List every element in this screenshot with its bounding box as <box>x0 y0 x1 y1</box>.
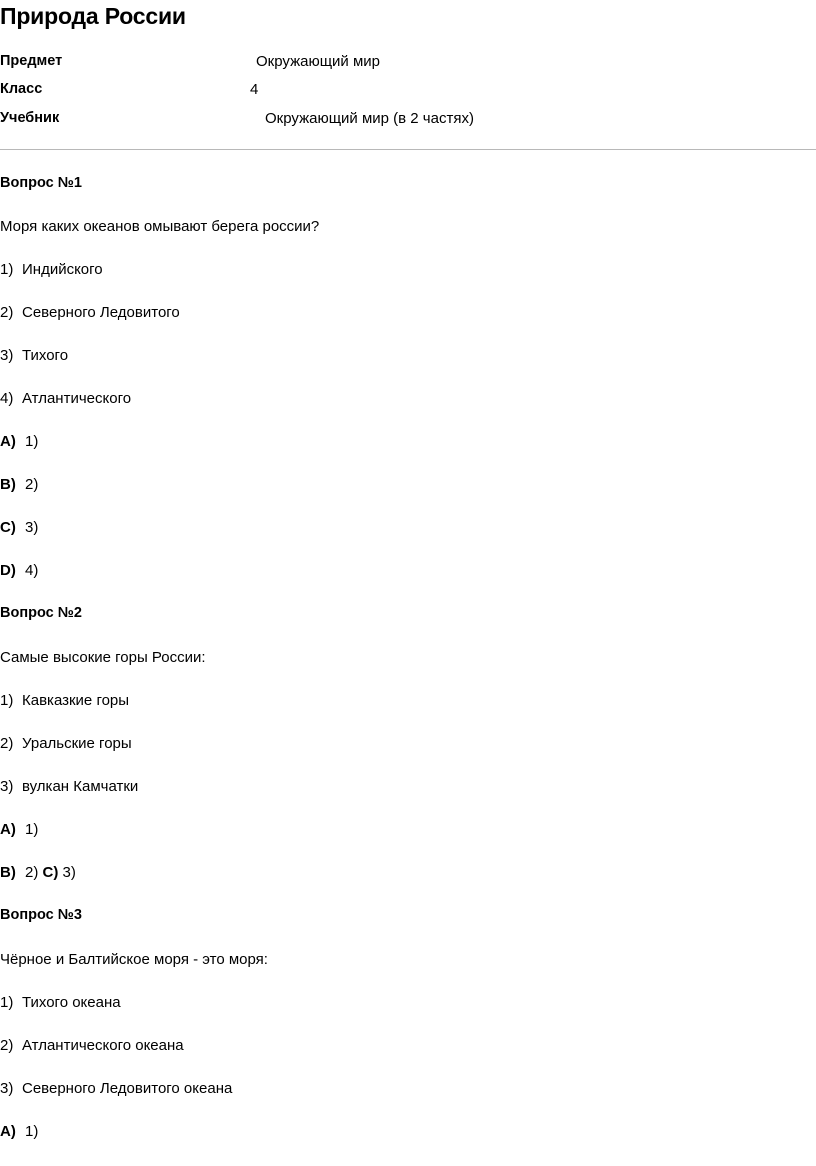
answer-letter: C) <box>42 864 59 881</box>
option-number: 3) <box>0 778 14 795</box>
option-text: Тихого океана <box>22 994 121 1011</box>
answer-letter: B) <box>0 864 16 881</box>
option-text: Тихого <box>22 347 69 364</box>
answer-value: 3) <box>62 864 76 881</box>
question-1-answer <box>0 433 38 450</box>
question-2-heading: Вопрос №2 <box>0 605 82 621</box>
question-3-heading: Вопрос №3 <box>0 907 82 923</box>
option-text: Кавказкие горы <box>22 692 130 709</box>
question-2-option <box>0 735 132 752</box>
page-title: Природа России <box>0 3 186 29</box>
option-number: 2) <box>0 735 14 752</box>
question-1-option <box>0 390 131 407</box>
answer-value: 3) <box>25 519 39 536</box>
question-3-option <box>0 1037 184 1054</box>
option-text: Атлантического океана <box>22 1037 184 1054</box>
grade-label: Класс <box>0 81 43 97</box>
answer-letter: D) <box>0 562 16 579</box>
question-3-text: Чёрное и Балтийское моря - это моря: <box>0 951 268 968</box>
option-text: Атлантического <box>22 390 132 407</box>
question-1-answer <box>0 519 38 536</box>
question-2-option <box>0 778 138 795</box>
answer-value: 2) <box>25 864 39 881</box>
question-2-answer-row <box>0 864 76 881</box>
header-divider <box>0 149 816 150</box>
question-1-option <box>0 347 68 364</box>
option-number: 3) <box>0 347 14 364</box>
option-text: Северного Ледовитого <box>22 304 180 321</box>
option-number: 1) <box>0 994 14 1011</box>
answer-value: 1) <box>25 821 39 838</box>
subject-label: Предмет <box>0 53 63 69</box>
grade-value: 4 <box>250 81 259 98</box>
question-3-answer <box>0 1123 38 1140</box>
option-number: 3) <box>0 1080 14 1097</box>
answer-letter: A) <box>0 821 16 838</box>
answer-letter: C) <box>0 519 16 536</box>
option-number: 2) <box>0 304 14 321</box>
question-2-option <box>0 692 129 709</box>
question-1-text: Моря каких океанов омывают берега россии? <box>0 218 320 235</box>
question-1-heading: Вопрос №1 <box>0 175 82 191</box>
option-number: 4) <box>0 390 14 407</box>
option-text: Индийского <box>22 261 103 278</box>
question-3-option <box>0 994 121 1011</box>
answer-value: 1) <box>25 1123 39 1140</box>
option-text: Северного Ледовитого океана <box>22 1080 233 1097</box>
answer-value: 2) <box>25 476 39 493</box>
question-1-option <box>0 304 180 321</box>
option-number: 1) <box>0 692 14 709</box>
question-1-answer <box>0 476 38 493</box>
answer-value: 4) <box>25 562 39 579</box>
option-text: вулкан Камчатки <box>22 778 139 795</box>
option-number: 2) <box>0 1037 14 1054</box>
question-1-answer <box>0 562 38 579</box>
subject-value: Окружающий мир <box>256 53 380 70</box>
answer-letter: A) <box>0 1123 16 1140</box>
question-2-answer <box>0 821 38 838</box>
option-number: 1) <box>0 261 14 278</box>
question-3-option <box>0 1080 232 1097</box>
answer-letter: B) <box>0 476 16 493</box>
question-1-option <box>0 261 103 278</box>
textbook-label: Учебник <box>0 110 60 126</box>
answer-value: 1) <box>25 433 39 450</box>
answer-letter: A) <box>0 433 16 450</box>
question-2-text: Самые высокие горы России: <box>0 649 206 666</box>
textbook-value: Окружающий мир (в 2 частях) <box>265 110 474 127</box>
option-text: Уральские горы <box>22 735 132 752</box>
